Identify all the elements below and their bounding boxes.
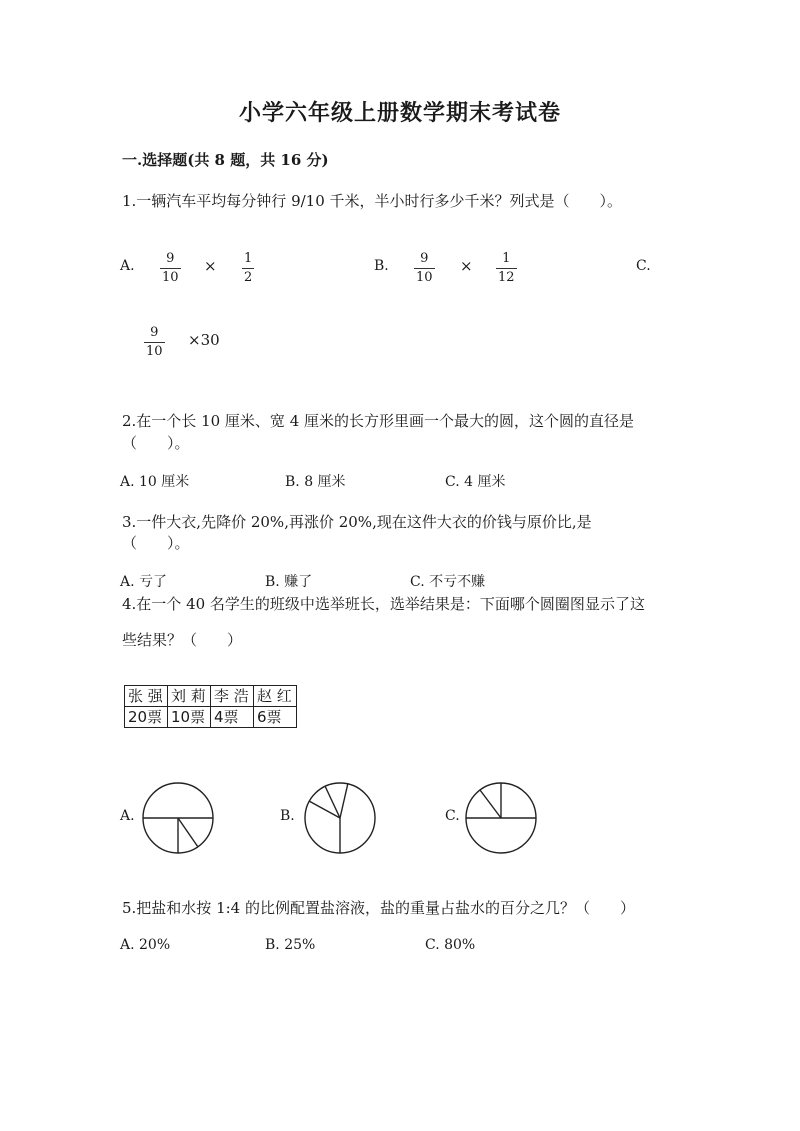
table-cell: 20票 [125, 707, 168, 728]
q3-option-c: C. 不亏不赚 [410, 574, 486, 590]
denominator: 2 [244, 270, 253, 285]
q1-option-b-label: B. [374, 258, 389, 274]
q3-option-a: A. 亏了 [120, 574, 168, 590]
numerator: 9 [420, 251, 429, 266]
q1-option-b-fraction-1 [414, 251, 435, 285]
q1-option-a-fraction-2 [242, 251, 254, 285]
table-cell: 10票 [168, 707, 211, 728]
q1-option-b-fraction-2 [496, 251, 517, 285]
denominator: 10 [146, 344, 163, 359]
question-2-line-1: 2.在一个长 10 厘米、宽 4 厘米的长方形里画一个最大的圆，这个圆的直径是 [122, 412, 635, 430]
q5-option-a: A. 20% [120, 937, 171, 953]
table-cell: 4票 [211, 707, 254, 728]
q1-option-b-operator: × [460, 257, 473, 275]
vote-results-table [124, 685, 297, 728]
question-2-line-2: （ ）。 [122, 434, 190, 452]
q4-option-c-pie [464, 781, 538, 855]
q1-option-c-tail: ×30 [188, 331, 220, 349]
q2-option-a: A. 10 厘米 [120, 474, 190, 490]
q4-option-c-label: C. [445, 808, 460, 824]
q3-option-b: B. 赚了 [265, 574, 313, 590]
question-4-line-2: 些结果？（ ） [122, 631, 243, 649]
numerator: 1 [244, 251, 253, 266]
q1-option-a-fraction-1 [160, 251, 181, 285]
q1-option-a-label: A. [120, 258, 135, 274]
question-4-line-1: 4.在一个 40 名学生的班级中选举班长，选举结果是：下面哪个圆圈图显示了这 [122, 595, 645, 613]
numerator: 9 [166, 251, 175, 266]
question-5-text: 5.把盐和水按 1:4 的比例配置盐溶液，盐的重量占盐水的百分之几？（ ） [122, 899, 635, 917]
section-heading: 一.选择题(共 8 题，共 16 分) [122, 151, 329, 169]
q1-option-c-label: C. [636, 258, 651, 274]
q1-option-c-fraction [144, 325, 165, 359]
denominator: 10 [416, 270, 433, 285]
denominator: 10 [162, 270, 179, 285]
question-1-text: 1.一辆汽车平均每分钟行 9/10 千米，半小时行多少千米？列式是（ ）。 [122, 192, 623, 210]
q2-option-b: B. 8 厘米 [285, 474, 346, 490]
q5-option-c: C. 80% [425, 937, 476, 953]
table-cell: 刘 莉 [168, 686, 211, 707]
table-row-votes [125, 707, 297, 728]
denominator: 12 [498, 270, 515, 285]
q4-option-a-label: A. [120, 808, 135, 824]
q4-option-b-label: B. [280, 808, 295, 824]
question-3-line-1: 3.一件大衣,先降价 20%,再涨价 20%,现在这件大衣的价钱与原价比,是 [122, 513, 592, 531]
q5-option-b: B. 25% [265, 937, 316, 953]
numerator: 1 [502, 251, 511, 266]
q1-option-a-operator: × [204, 257, 217, 275]
table-cell: 6票 [254, 707, 297, 728]
q2-option-c: C. 4 厘米 [445, 474, 506, 490]
q4-option-b-pie [303, 781, 377, 855]
table-row-names [125, 686, 297, 707]
table-cell: 赵 红 [254, 686, 297, 707]
page-title: 小学六年级上册数学期末考试卷 [238, 100, 561, 126]
table-cell: 张 强 [125, 686, 168, 707]
question-3-line-2: （ ）。 [122, 534, 190, 552]
q4-option-a-pie [141, 781, 215, 855]
numerator: 9 [150, 325, 159, 340]
table-cell: 李 浩 [211, 686, 254, 707]
